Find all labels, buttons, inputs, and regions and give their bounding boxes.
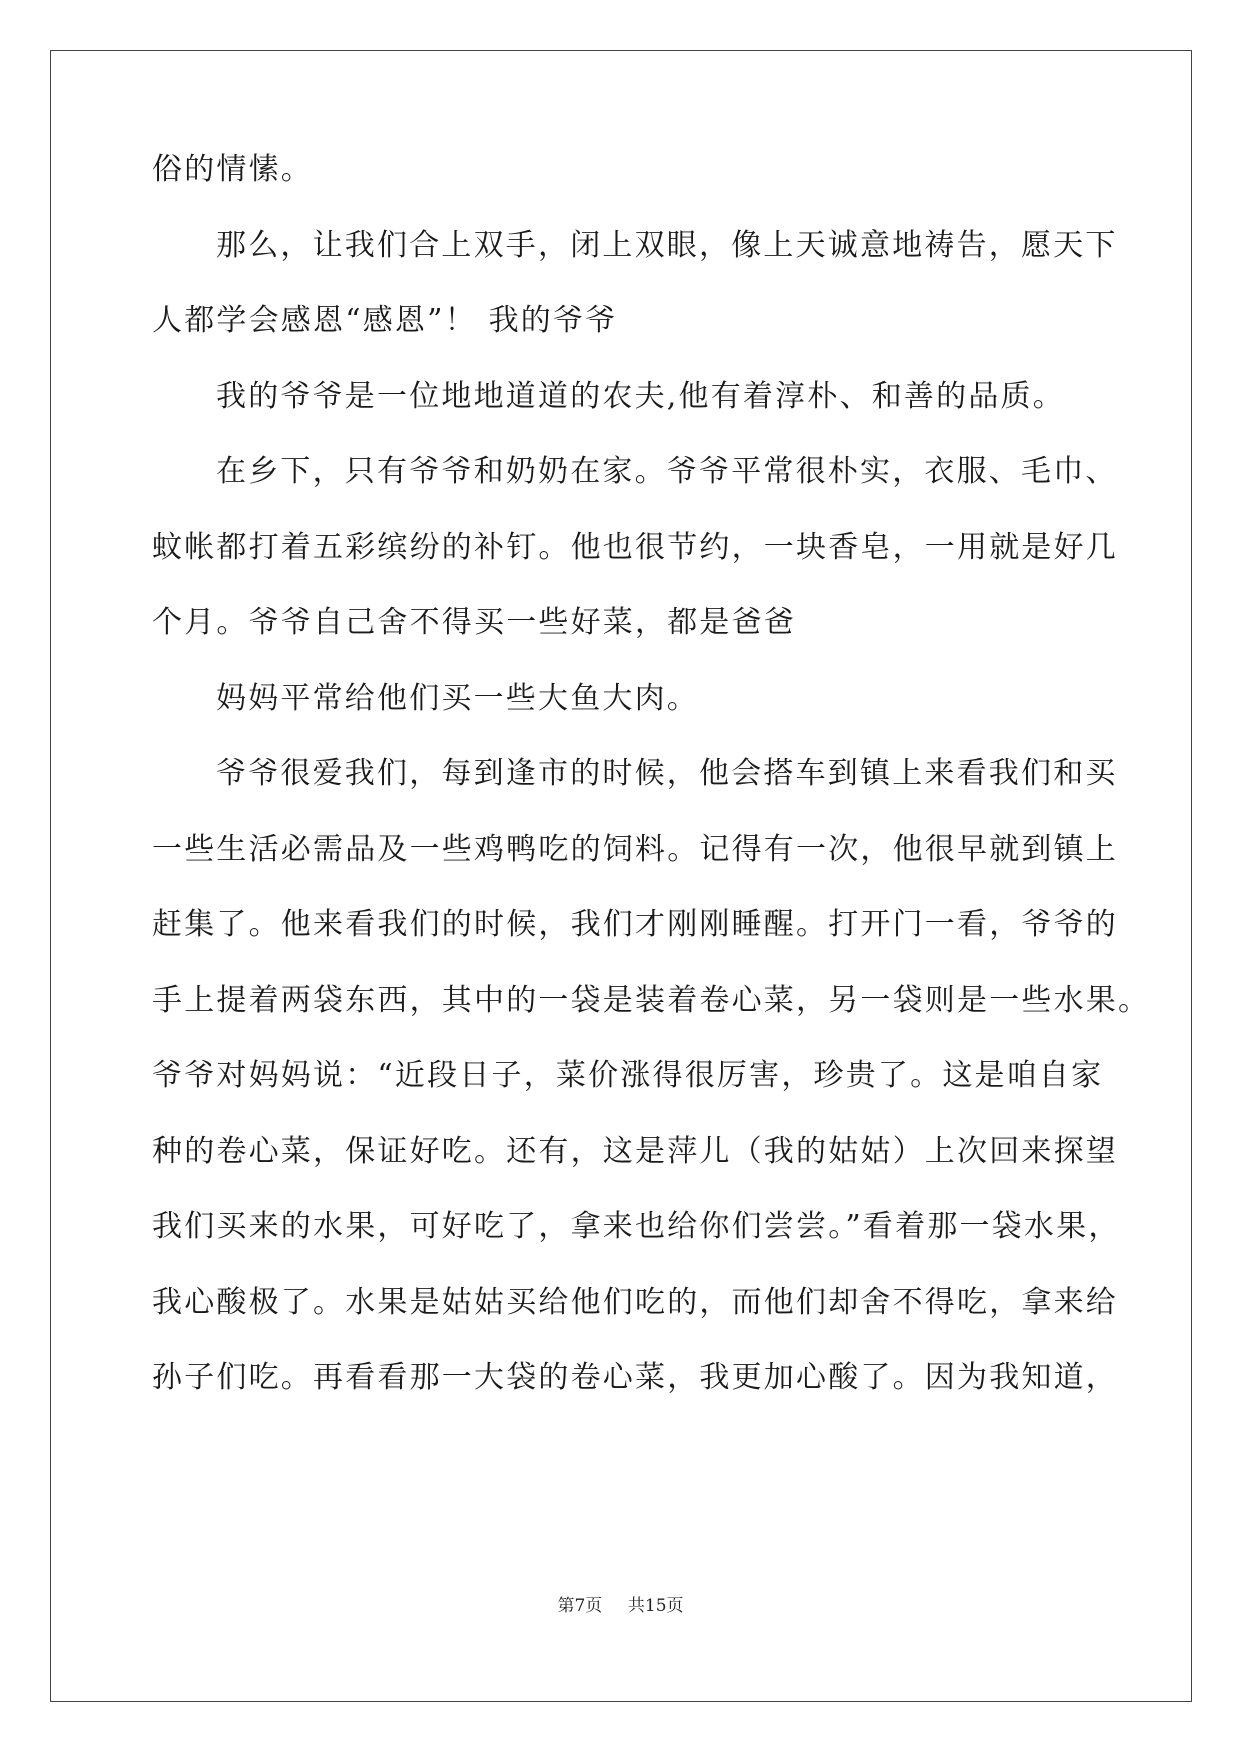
text-line: 蚊帐都打着五彩缤纷的补钉。他也很节约，一块香皂，一用就是好几 — [152, 529, 1118, 565]
text-line: 爷爷很爱我们，每到逢市的时候，他会搭车到镇上来看我们和买 — [216, 756, 1118, 791]
text-line: 我心酸极了。水果是姑姑买给他们吃的，而他们却舍不得吃，拿来给 — [152, 1284, 1118, 1320]
text-line: 赶集了。他来看我们的时候，我们才刚刚睡醒。打开门一看，爷爷的 — [152, 907, 1118, 942]
page-total: 共15页 — [627, 1596, 684, 1616]
text-line: 我们买来的水果，可好吃了，拿来也给你们尝尝。”看着那一袋水果， — [152, 1209, 1121, 1244]
text-line: 一些生活必需品及一些鸡鸭吃的饲料。记得有一次，他很早就到镇上 — [152, 831, 1118, 867]
text-line: 那么，让我们合上双手，闭上双眼，像上天诚意地祷告，愿天下 — [216, 227, 1118, 263]
text-line: 我的爷爷是一位地地道道的农夫,他有着淳朴、和善的品质。 — [216, 378, 1065, 414]
page-footer — [0, 1591, 1241, 1616]
text-line: 种的卷心菜，保证好吃。还有，这是萍儿（我的姑姑）上次回来探望 — [152, 1133, 1118, 1169]
text-line: 个月。爷爷自己舍不得买一些好菜，都是爸爸 — [152, 605, 796, 640]
text-line: 在乡下，只有爷爷和奶奶在家。爷爷平常很朴实，衣服、毛巾、 — [216, 454, 1118, 489]
text-line: 手上提着两袋东西，其中的一袋是装着卷心菜，另一袋则是一些水果。 — [152, 982, 1151, 1018]
text-line: 人都学会感恩“感恩”！ 我的爷爷 — [152, 303, 618, 338]
text-line: 孙子们吃。再看看那一大袋的卷心菜，我更加心酸了。因为我知道， — [152, 1360, 1118, 1395]
text-line: 俗的情愫。 — [152, 152, 313, 187]
text-line: 爷爷对妈妈说：“近段日子，菜价涨得很厉害，珍贵了。这是咱自家 — [152, 1058, 1104, 1093]
document-body — [152, 150, 1151, 1434]
page-number: 第7页 — [557, 1596, 603, 1616]
text-line: 妈妈平常给他们买一些大鱼大肉。 — [216, 680, 699, 716]
